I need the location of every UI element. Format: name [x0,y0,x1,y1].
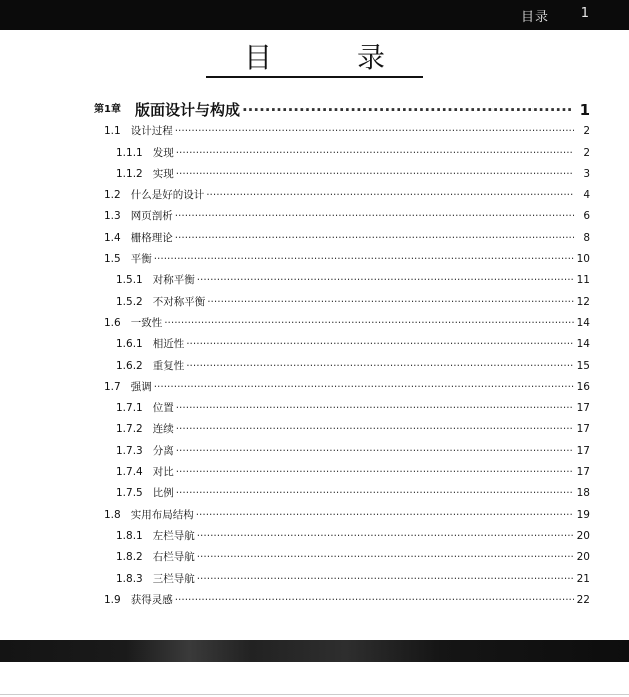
toc-entry-number: 1.7.4 [116,466,143,479]
toc-entry-page: 22 [576,593,590,606]
toc-entry-label: 右栏导航 [152,551,195,564]
toc-entry[interactable] [94,542,590,563]
toc-dot-leader [197,274,574,286]
toc-entry-page: 15 [576,359,590,372]
toc-entry[interactable] [94,222,590,243]
toc-entry-label: 重复性 [152,359,185,372]
toc-entry-page: 19 [576,508,590,521]
toc-dot-leader [176,445,574,457]
toc-entry-page: 6 [583,210,590,223]
page-title-container [0,40,629,78]
toc-entry-number: 第1章 [94,104,121,115]
toc-entry-page: 17 [576,402,590,415]
toc-entry-label: 版面设计与构成 [134,101,240,119]
toc-entry-page: 2 [583,125,590,138]
toc-entry-label: 比例 [152,487,174,500]
toc-entry-label: 设计过程 [130,125,173,138]
toc-entry[interactable] [94,457,590,478]
toc-entry-label: 栅格理论 [130,231,173,244]
toc-dot-leader [186,338,574,350]
header-page-number: 1 [580,6,589,21]
toc-entry[interactable] [94,116,590,137]
toc-entry[interactable] [94,521,590,542]
toc-entry[interactable] [94,137,590,158]
toc-entry-number: 1.1.2 [116,167,143,180]
toc-entry-number: 1.5.1 [116,274,143,287]
toc-entry-number: 1.6.1 [116,338,143,351]
toc-entry[interactable] [94,329,590,350]
toc-entry-label: 对称平衡 [152,274,195,287]
toc-dot-leader [242,104,574,116]
toc-entry[interactable] [94,201,590,222]
toc-entry-page: 16 [576,380,590,393]
toc-entry-number: 1.6 [104,316,121,329]
toc-entry-page: 20 [576,529,590,542]
toc-dot-leader [197,530,574,542]
toc-entry-label: 对比 [152,466,174,479]
toc-entry[interactable] [94,585,590,606]
toc-entry-page: 11 [576,274,590,287]
toc-entry-page: 17 [576,423,590,436]
page-bottom-divider [0,694,629,695]
toc-entry-page: 17 [576,466,590,479]
toc-entry-number: 1.6.2 [116,359,143,372]
toc-entry-number: 1.8.3 [116,572,143,585]
toc-entry[interactable] [94,180,590,201]
toc-dot-leader [206,189,574,201]
toc-entry[interactable] [94,159,590,180]
footer-bar [0,640,629,662]
toc-entry[interactable] [94,414,590,435]
page-title: 目 录 [206,40,423,78]
toc-entry-number: 1.1 [104,125,121,138]
toc-dot-leader [207,296,574,308]
toc-entry-label: 实现 [152,167,174,180]
toc-entry-number: 1.9 [104,593,121,606]
toc-entry[interactable] [94,563,590,584]
toc-entry-page: 12 [576,295,590,308]
toc-dot-leader [186,360,574,372]
toc-entry-label: 实用布局结构 [130,508,194,521]
toc-entry-number: 1.7 [104,380,121,393]
toc-entry-number: 1.7.3 [116,444,143,457]
toc-entry-label: 一致性 [130,316,163,329]
toc-entry-label: 获得灵感 [130,593,173,606]
toc-entry-page: 21 [576,572,590,585]
toc-entry-number: 1.8.1 [116,529,143,542]
toc-dot-leader [176,402,574,414]
toc-entry-number: 1.3 [104,210,121,223]
toc-entry-number: 1.5.2 [116,295,143,308]
toc-entry-number: 1.1.1 [116,146,143,159]
toc-entry-page: 20 [576,551,590,564]
toc-entry-page: 3 [583,167,590,180]
toc-entry-page: 4 [583,189,590,202]
toc-entry-label: 不对称平衡 [152,295,206,308]
toc-entry[interactable] [94,499,590,520]
toc-entry-label: 什么是好的设计 [130,189,205,202]
header-bar [0,0,629,30]
toc-entry-number: 1.2 [104,189,121,202]
toc-dot-leader [197,551,574,563]
toc-entry-number: 1.4 [104,231,121,244]
toc-entry-number: 1.7.2 [116,423,143,436]
toc-entry-number: 1.8.2 [116,551,143,564]
toc-entry-number: 1.7.1 [116,402,143,415]
toc-dot-leader [176,423,574,435]
toc-dot-leader [175,125,574,137]
toc-entry-page: 14 [576,316,590,329]
toc-dot-leader [175,232,574,244]
toc-entry[interactable] [94,350,590,371]
toc-entry[interactable] [94,265,590,286]
toc-entry-page: 17 [576,444,590,457]
toc-entry-label: 三栏导航 [152,572,195,585]
toc-entry-label: 强调 [130,380,152,393]
toc-chapter-entry[interactable] [94,88,590,119]
toc-dot-leader [154,253,574,265]
toc-dot-leader [175,210,574,222]
toc-entry-number: 1.7.5 [116,487,143,500]
toc-entry-number: 1.8 [104,508,121,521]
toc-dot-leader [197,573,574,585]
toc-entry-label: 左栏导航 [152,529,195,542]
toc-dot-leader [196,509,574,521]
toc-entry[interactable] [94,478,590,499]
toc-entry-label: 连续 [152,423,174,436]
toc-entry[interactable] [94,308,590,329]
toc-entry-label: 网页剖析 [130,210,173,223]
toc-dot-leader [176,168,574,180]
toc-entry-number: 1.5 [104,253,121,266]
toc-dot-leader [164,317,574,329]
toc-entry-page: 2 [583,146,590,159]
header-section-title: 目录 [520,10,549,25]
toc-entry-label: 平衡 [130,253,152,266]
toc-entry-page: 10 [576,253,590,266]
toc-entry[interactable] [94,372,590,393]
toc-entry[interactable] [94,393,590,414]
toc-entry-label: 相近性 [152,338,185,351]
toc-dot-leader [175,594,574,606]
toc-entry-page: 14 [576,338,590,351]
toc-entry-page: 18 [576,487,590,500]
toc-entry[interactable] [94,244,590,265]
toc-dot-leader [176,466,574,478]
toc-entry-label: 位置 [152,402,174,415]
toc-dot-leader [154,381,574,393]
toc-entry-label: 分离 [152,444,174,457]
toc-dot-leader [176,147,574,159]
table-of-contents [94,88,590,606]
toc-entry-label: 发现 [152,146,174,159]
toc-entry[interactable] [94,286,590,307]
toc-dot-leader [176,487,574,499]
toc-entry-page: 8 [583,231,590,244]
toc-entry-page: 1 [579,101,590,119]
toc-entry[interactable] [94,435,590,456]
